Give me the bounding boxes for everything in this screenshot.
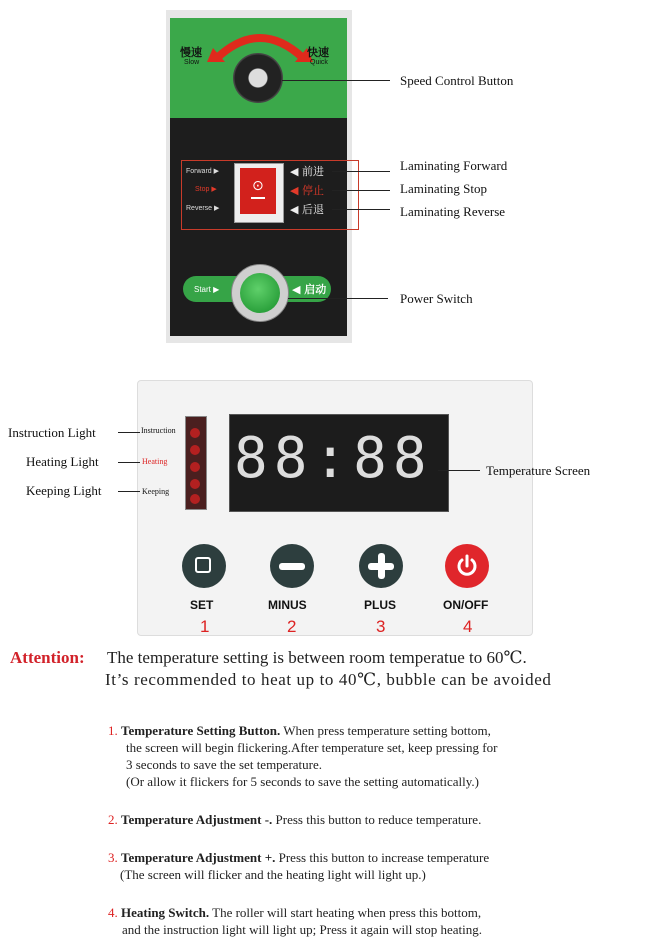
plus-button[interactable] [359,544,403,588]
forward-label-cn: ◀ 前进 [290,165,324,178]
power-switch-button[interactable] [240,273,280,313]
screen-callout: Temperature Screen [486,463,591,478]
rocker-symbol-icon: ⊙ [252,178,264,194]
note-2 [108,811,481,828]
note-number: 1. [108,723,118,738]
note-1 [108,722,497,790]
rocker-line-icon [251,197,265,199]
keeping-callout: Keeping Light [26,483,102,498]
slow-label-en: Slow [184,59,200,66]
minus-button-number: 2 [287,617,297,636]
power-callout-line [288,298,388,299]
keeping-small-label: Keeping [142,487,170,496]
power-icon [455,554,479,578]
stop-label-en: Stop ▶ [195,186,217,193]
set-button[interactable] [182,544,226,588]
temperature-digits: 88:88 [234,426,433,491]
quick-label-cn: 快速 [307,46,329,59]
reverse-callout-line [332,209,390,210]
forward-label-en: Forward ▶ [186,168,220,175]
attention-line-1: The temperature setting is between room temperatue to 60℃. [107,648,527,667]
forward-callout-line [332,171,390,172]
minus-icon [279,563,305,570]
speed-control-knob[interactable] [233,53,283,103]
slow-label-cn: 慢速 [180,46,202,59]
attention-line-2: It’s recommended to heat up to 40℃, bubble can be avoided [105,670,552,689]
note-line: 3 seconds to save the set temperature. [126,757,323,772]
plus-button-number: 3 [376,617,386,636]
minus-button-label: MINUS [268,598,307,612]
square-icon [195,557,211,573]
speed-callout-line [282,80,390,81]
note-line: (Or allow it flickers for 5 seconds to save the setting automatically.) [126,774,479,789]
power-callout: Power Switch [400,291,473,306]
note-4 [108,904,482,938]
note-title: Temperature Adjustment -. [121,812,273,827]
start-label-en: Start ▶ [194,285,220,294]
heating-callout-line [118,462,140,463]
on-off-button-number: 4 [463,617,473,636]
set-button-number: 1 [200,617,210,636]
note-title: Temperature Adjustment +. [121,850,276,865]
note-number: 2. [108,812,118,827]
note-line: When press temperature setting bottom, [283,723,491,738]
stop-callout-line [332,190,390,191]
note-title: Temperature Setting Button. [121,723,281,738]
note-3 [108,849,489,883]
instruction-callout: Instruction Light [8,425,96,440]
keeping-callout-line [118,491,140,492]
note-line: (The screen will flicker and the heating light will light up.) [120,867,426,882]
instruction-callout-line [118,432,140,433]
note-number: 3. [108,850,118,865]
instruction-led-2 [190,445,200,455]
note-line: The roller will start heating when press this bottom, [212,905,482,920]
stop-label-cn: ◀ 停止 [290,184,324,197]
plus-button-label: PLUS [364,598,397,612]
heating-small-label: Heating [142,457,168,466]
instruction-small-label: Instruction [141,426,176,435]
keeping-led [190,479,200,489]
speed-callout: Speed Control Button [400,73,514,88]
reverse-label-cn: ◀ 后退 [290,203,324,216]
instruction-led [190,428,200,438]
reverse-callout: Laminating Reverse [400,204,506,219]
plus-icon [378,553,385,579]
note-line: and the instruction light will light up; Press it again will stop heating. [122,922,482,937]
quick-label-en: Quick [310,59,328,66]
heating-led [190,462,200,472]
heating-callout: Heating Light [26,454,99,469]
minus-button[interactable] [270,544,314,588]
on-off-button-label: ON/OFF [443,598,489,612]
note-line: Press this button to increase temperature [278,850,490,865]
note-title: Heating Switch. [121,905,210,920]
screen-callout-line [438,470,480,471]
set-button-label: SET [190,598,214,612]
forward-callout: Laminating Forward [400,158,508,173]
start-label-cn: ◀ 启动 [292,283,327,296]
reverse-label-en: Reverse ▶ [186,205,220,212]
attention-label: Attention: [10,648,85,667]
note-number: 4. [108,905,118,920]
note-line: Press this button to reduce temperature. [275,812,482,827]
note-line: the screen will begin flickering.After temperature set, keep pressing for [126,740,498,755]
keeping-led-2 [190,494,200,504]
stop-callout: Laminating Stop [400,181,488,196]
on-off-button[interactable] [445,544,489,588]
